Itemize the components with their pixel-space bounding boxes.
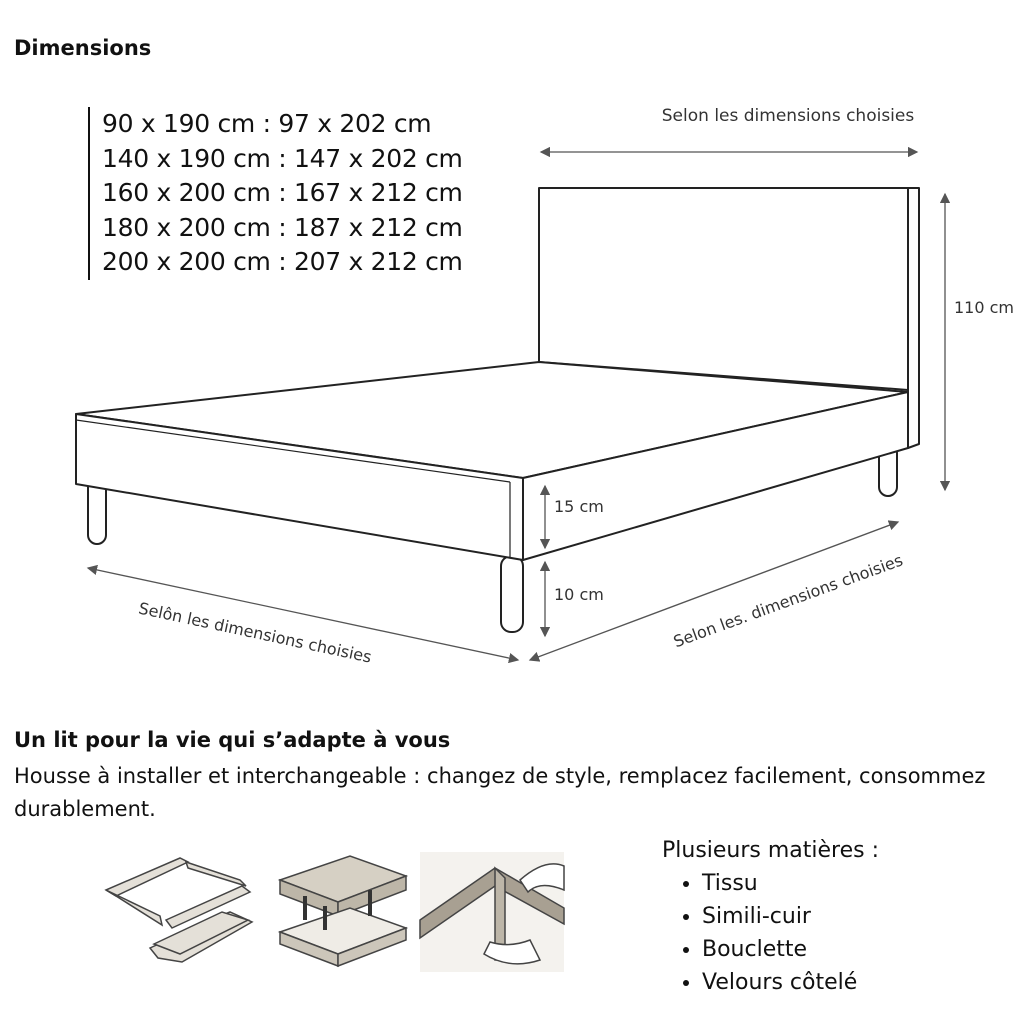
section-title: Un lit pour la vie qui s’adapte à vous xyxy=(14,728,451,752)
material-item: • Tissu xyxy=(702,867,879,900)
total-height-label: 110 cm xyxy=(954,298,1015,317)
materials-title: Plusieurs matières : xyxy=(662,838,880,863)
headboard-width-label: Selon les dimensions choisies xyxy=(661,106,915,126)
bed-leg xyxy=(501,556,523,632)
material-item: • Bouclette xyxy=(702,933,879,966)
bed-dimension-drawing xyxy=(0,90,1024,690)
size-row: 90 x 190 cm : 97 x 202 cm xyxy=(102,109,432,138)
cover-installation-illustrations xyxy=(100,850,570,980)
section-description: Housse à installer et interchangeable : changez de style, remplacez facilement, consommez durablement. xyxy=(14,764,986,821)
size-row: 140 x 190 cm : 147 x 202 cm xyxy=(102,143,463,173)
overall-size: 97 x 202 cm xyxy=(278,109,432,138)
mattress-size: 160 x 200 cm xyxy=(102,178,271,207)
overall-size: 187 x 212 cm xyxy=(294,212,463,242)
size-row: 160 x 200 cm : 167 x 212 cm xyxy=(102,178,463,207)
mattress-size: 180 x 200 cm xyxy=(102,212,271,242)
depth-label: Selon les. dimensions choisies xyxy=(670,550,906,652)
overall-size: 207 x 212 cm xyxy=(294,247,463,276)
overall-size: 147 x 202 cm xyxy=(294,143,463,173)
frame-height-label: 15 cm xyxy=(554,497,604,516)
materials-list xyxy=(662,867,879,999)
cover-step-2 xyxy=(280,856,406,966)
overall-size: 167 x 212 cm xyxy=(294,178,463,207)
mattress-size: 140 x 190 cm xyxy=(102,143,271,173)
material-item: • Velours côtelé xyxy=(702,966,879,999)
cover-step-3 xyxy=(420,852,564,972)
material-item: • Simili-cuir xyxy=(702,900,879,933)
mattress-size: 90 x 190 cm xyxy=(102,109,255,138)
length-label: Selôn les dimensions choisies xyxy=(136,598,374,667)
cover-step-1 xyxy=(106,858,252,962)
materials-section xyxy=(662,838,879,999)
size-row: 200 x 200 cm : 207 x 212 cm xyxy=(102,247,463,276)
size-row: 180 x 200 cm : 187 x 212 cm xyxy=(102,212,463,242)
leg-height-label: 10 cm xyxy=(554,585,604,604)
mattress-size: 200 x 200 cm xyxy=(102,247,271,276)
dimensions-title: Dimensions xyxy=(14,36,152,60)
